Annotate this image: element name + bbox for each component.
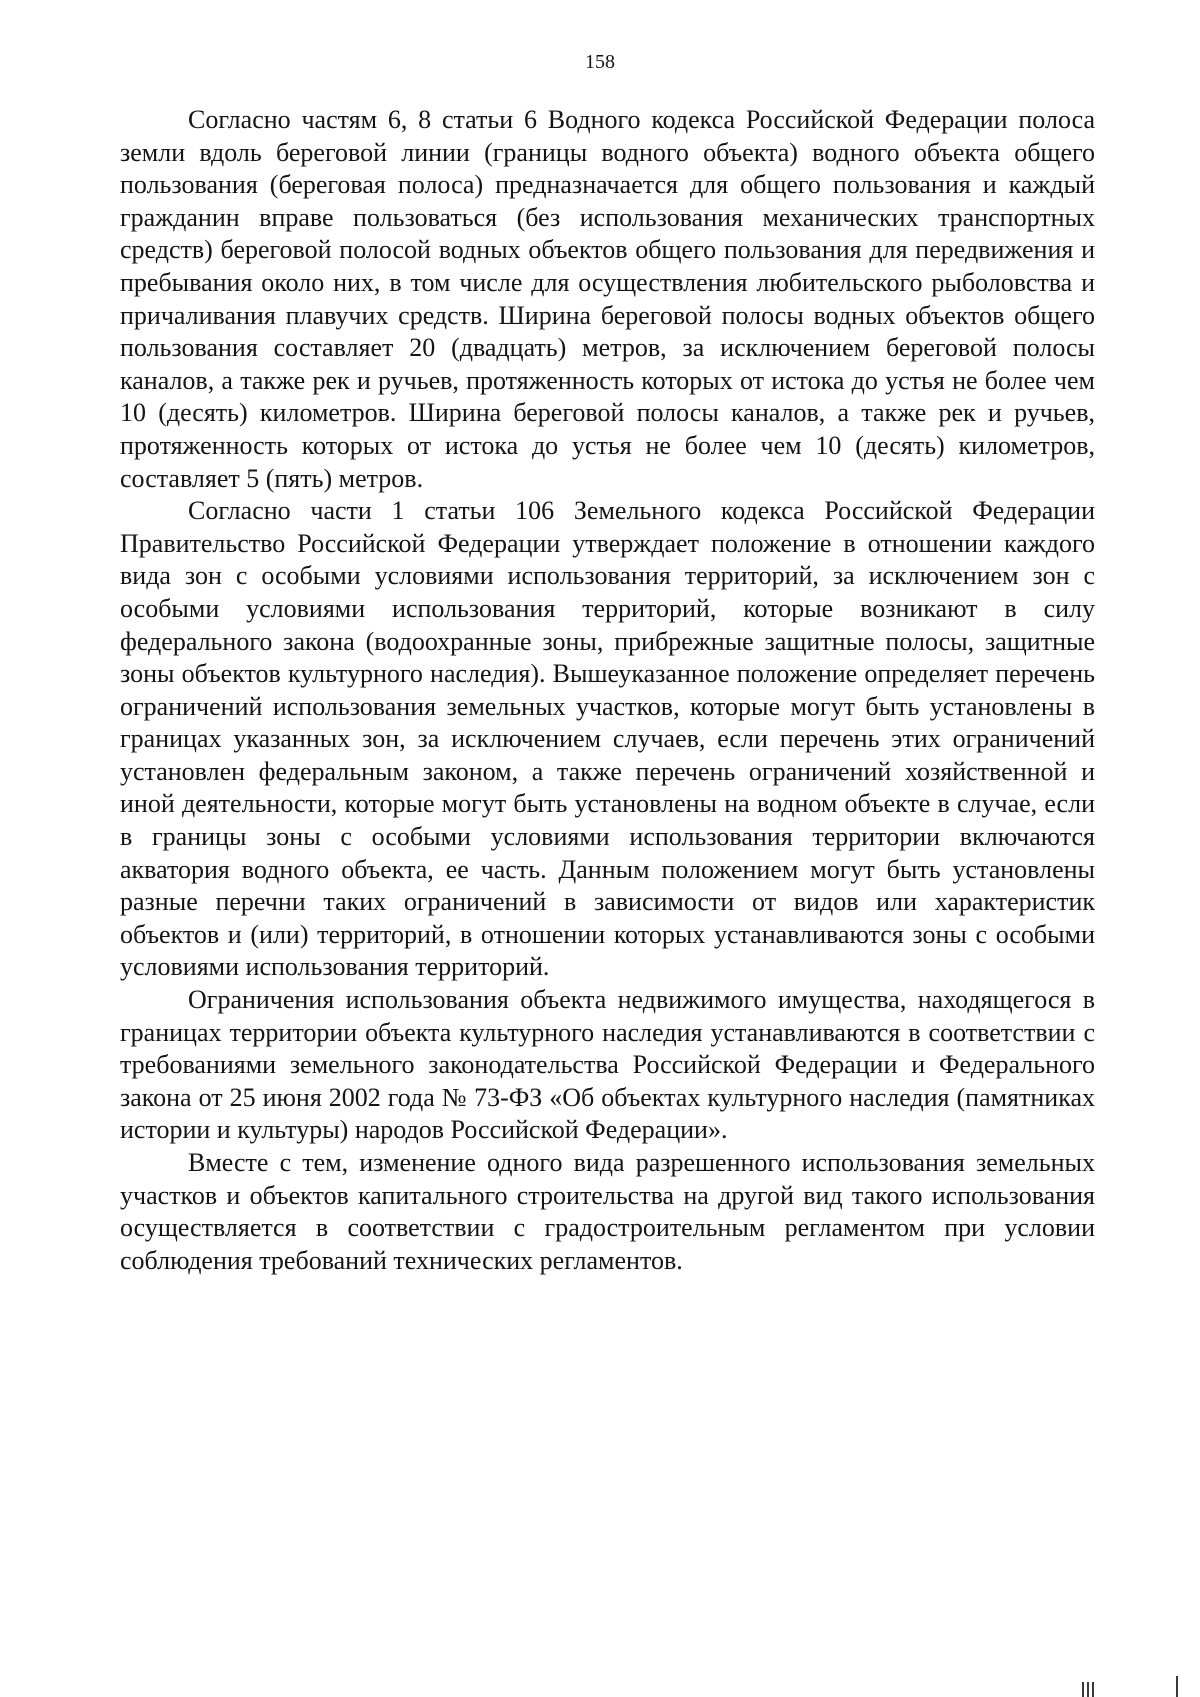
paragraph-permitted-use-change: Вместе с тем, изменение одного вида разрешенного использования земельных участков и объектов капитального строительства на другой вид такого использования осуществляется в соответствии с градостроительным регламентом при условии соблюдения требований технических регламентов. bbox=[120, 1148, 1095, 1275]
page-number: 158 bbox=[585, 51, 615, 73]
document-body bbox=[120, 104, 1095, 1277]
paragraph-heritage-restrictions: Ограничения использования объекта недвижимого имущества, находящегося в границах территории объекта культурного наследия устанавливаются в соответствии с требованиями земельного законодательства Российской Федерации и Федерального закона от 25 июня 2002 года № 73-ФЗ «Об объектах культурного наследия (памятниках истории и культуры) народов Российской Федерации». bbox=[120, 985, 1095, 1145]
paragraph-water-code: Согласно частям 6, 8 статьи 6 Водного кодекса Российской Федерации полоса земли вдоль береговой линии (границы водного объекта) водного объекта общего пользования (береговая полоса) предназначается для общего пользования и каждый гражданин вправе пользоваться (без использования механических транспортных средств) береговой полосой водных объектов общего пользования для передвижения и пребывания около них, в том числе для осуществления любительского рыболовства и причаливания плавучих средств. Ширина береговой полосы водных объектов общего пользования составляет 20 (двадцать) метров, за исключением береговой полосы каналов, а также рек и ручьев, протяженность которых от истока до устья не более чем 10 (десять) километров. Ширина береговой полосы каналов, а также рек и ручьев, протяженность которых от истока до устья не более чем 10 (десять) километров, составляет 5 (пять) метров. bbox=[120, 105, 1095, 493]
paragraph-land-code: Согласно части 1 статьи 106 Земельного кодекса Российской Федерации Правительство Российской Федерации утверждает положение в отношении каждого вида зон с особыми условиями использования территорий, за исключением зон с особыми условиями использования территорий, которые возникают в силу федерального закона (водоохранные зоны, прибрежные защитные полосы, защитные зоны объектов культурного наследия). Вышеуказанное положение определяет перечень ограничений использования земельных участков, которые могут быть установлены в границах указанных зон, за исключением случаев, если перечень этих ограничений установлен федеральным законом, а также перечень ограничений хозяйственной и иной деятельности, которые могут быть установлены на водном объекте в случае, если в границы зоны с особыми условиями использования территории включаются акватория водного объекта, ее часть. Данным положением могут быть установлены разные перечни таких ограничений в зависимости от видов или характеристик объектов и (или) территорий, в отношении которых устанавливаются зоны с особыми условиями использования территорий. bbox=[120, 496, 1095, 982]
